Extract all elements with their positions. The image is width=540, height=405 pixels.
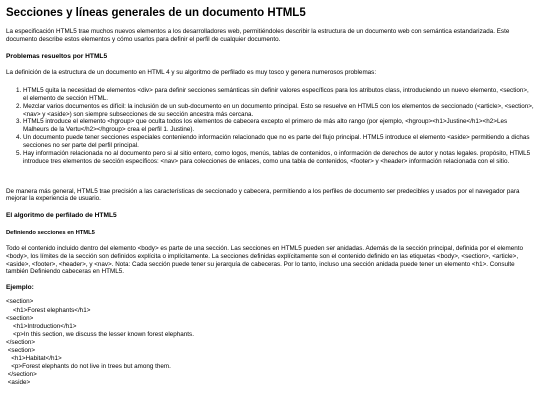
summary-paragraph: De manera más general, HTML5 trae precisión a las características de seccionado y cabecera, permitiendo a los perfiles de documento ser predecibles y usados por el navegador para mejorar la experiencia de usuario. [6, 187, 520, 203]
list-item: 3. HTML5 introduce el elemento <hgroup> que oculta todos los elementos de cabecera excepto el primero de más alto rango (por ejemplo, <hgroup><h1>Justine</h1><h2>Les Malheurs de la Vertu</h2></hgroup> crea el perfil 1. Justine). [23, 118, 534, 134]
list-item: 1. HTML5 quita la necesidad de elementos <div> para definir secciones semánticas sin definir valores específicos para los atributos class, introduciendo un nuevo elemento, <section>, el elemento de sección HTML. [23, 87, 534, 103]
example-label: Ejemplo: [6, 284, 34, 292]
list-item: 5. Hay información relacionada no al documento pero si al sitio entero, como logos, menús, tablas de contenidos, o información de derechos de autor y notas legales. propósito, HTML5 introduce tres elementos de sección específicos: <nav> para colecciones de enlaces, como una tabla de contenidos, <footer> y <header> información relacionada con el sitio. [23, 150, 534, 166]
spacer [6, 166, 534, 188]
code-example: <section> <h1>Forest elephants</h1> <section> <h1>Introduction</h1> <p>In this section, we discuss the lesser known forest elephants. </section> <section> <h1>Habitat</h1> <p>Forest elephants do not live in trees but among them. </section> <aside> [6, 298, 194, 386]
page-title: Secciones y líneas generales de un documento HTML5 [6, 7, 306, 19]
intro-paragraph: La especificación HTML5 trae muchos nuevos elementos a los desarrolladores web, permitiéndoles describir la estructura de un documento web con semántica estandarizada. Este documento describe estos elementos y cómo usarlos para definir el perfil de cualquier documento. [6, 28, 510, 44]
algorithm-body: Todo el contenido incluido dentro del elemento <body> es parte de una sección. Las secciones en HTML5 pueden ser anidadas. Además de la sección principal, definida por el elemento <body>, los límites de la sección son definidos explícita o implícitamente. La secciones definidas explícitamente son el contenido definido en las etiquetas <body>, <section>, <article>, <aside>, <footer>, <header>, y <nav>. Nota: Cada sección puede tener su jerarquía de cabeceras. Por lo tanto, incluso una sección anidada puede tener un elemento <h1>. Consulte también Definiendo cabeceras en HTML5. [6, 244, 524, 276]
problems-heading: Problemas resueltos por HTML5 [6, 52, 108, 60]
algorithm-subheading: Definiendo secciones en HTML5 [6, 229, 95, 236]
problems-list [6, 87, 534, 166]
algorithm-heading: El algoritmo de perfilado de HTML5 [6, 212, 117, 220]
problems-lead: La definición de la estructura de un documento en HTML 4 y su algoritmo de perfilado es muy tosco y genera numerosos problemas: [6, 69, 377, 77]
list-item: 2. Mezclar varios documentos es difícil: la inclusión de un sub-documento en un documento principal. Esto se resuelve en HTML5 con los elementos de seccionado (<article>, <section>, <nav> y <aside>) son siempre subsecciones de su sección ancestra más cercana. [23, 103, 534, 119]
list-item: 4. Un documento puede tener secciones especiales conteniendo información relacionado que no es parte del flujo principal. HTML5 introduce el elemento <aside> permitiendo a dichas secciones no ser parte del perfil principal. [23, 134, 534, 150]
